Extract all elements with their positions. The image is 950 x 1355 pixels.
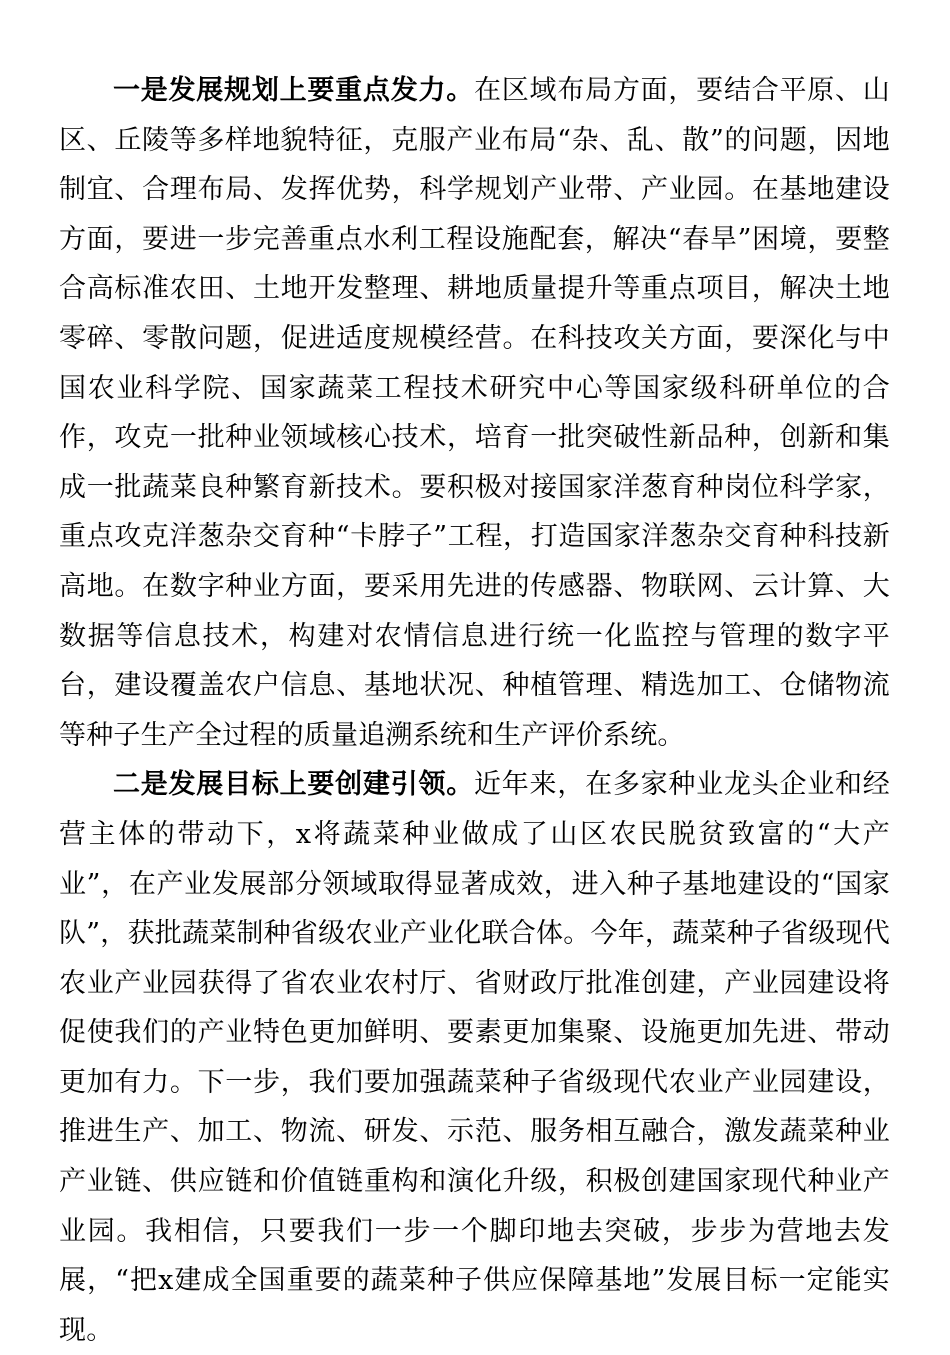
paragraph-text: 在区域布局方面，要结合平原、山区、丘陵等多样地貌特征，克服产业布局“杂、乱、散”的问题，因地制宜、合理布局、发挥优势，科学规划产业带、产业园。在基地建设方面，要进一步完善重点水利工程设施配套，解决“春旱”困境，要整合高标准农田、土地开发整理、耕地质量提升等重点项目，解决土地零碎、零散问题，促进适度规模经营。在科技攻关方面，要深化与中国农业科学院、国家蔬菜工程技术研究中心等国家级科研单位的合作，攻克一批种业领域核心技术，培育一批突破性新品种，创新和集成一批蔬菜良种繁育新技术。要积极对接国家洋葱育种岗位科学家，重点攻克洋葱杂交育种“卡脖子”工程，打造国家洋葱杂交育种科技新高地。在数字种业方面，要采用先进的传感器、物联网、云计算、大数据等信息技术，构建对农情信息进行统一化监控与管理的数字平台，建设覆盖农户信息、基地状况、种植管理、精选加工、仓储物流等种子生产全过程的质量追溯系统和生产评价系统。 bbox=[59, 75, 890, 751]
paragraph-lead: 二是发展目标上要创建引领。 bbox=[113, 769, 475, 801]
paragraph-text: 近年来，在多家种业龙头企业和经营主体的带动下，x将蔬菜种业做成了山区农民脱贫致富的“大产业”，在产业发展部分领域取得显著成效，进入种子基地建设的“国家队”，获批蔬菜制种省级农业产业化联合体。今年，蔬菜种子省级现代农业产业园获得了省农业农村厅、省财政厅批准创建，产业园建设将促使我们的产业特色更加鲜明、要素更加集聚、设施更加先进、带动更加有力。下一步，我们要加强蔬菜种子省级现代农业产业园建设，推进生产、加工、物流、研发、示范、服务相互融合，激发蔬菜种业产业链、供应链和价值链重构和演化升级，积极创建国家现代种业产业园。我相信，只要我们一步一个脚印地去突破，步步为营地去发展，“把x建成全国重要的蔬菜种子供应保障基地”发展目标一定能实现。 bbox=[59, 769, 890, 1346]
document-page bbox=[59, 66, 890, 1355]
paragraph-lead: 一是发展规划上要重点发力。 bbox=[113, 75, 475, 106]
paragraph-development-goals bbox=[59, 760, 890, 1355]
paragraph-development-planning bbox=[59, 66, 890, 760]
